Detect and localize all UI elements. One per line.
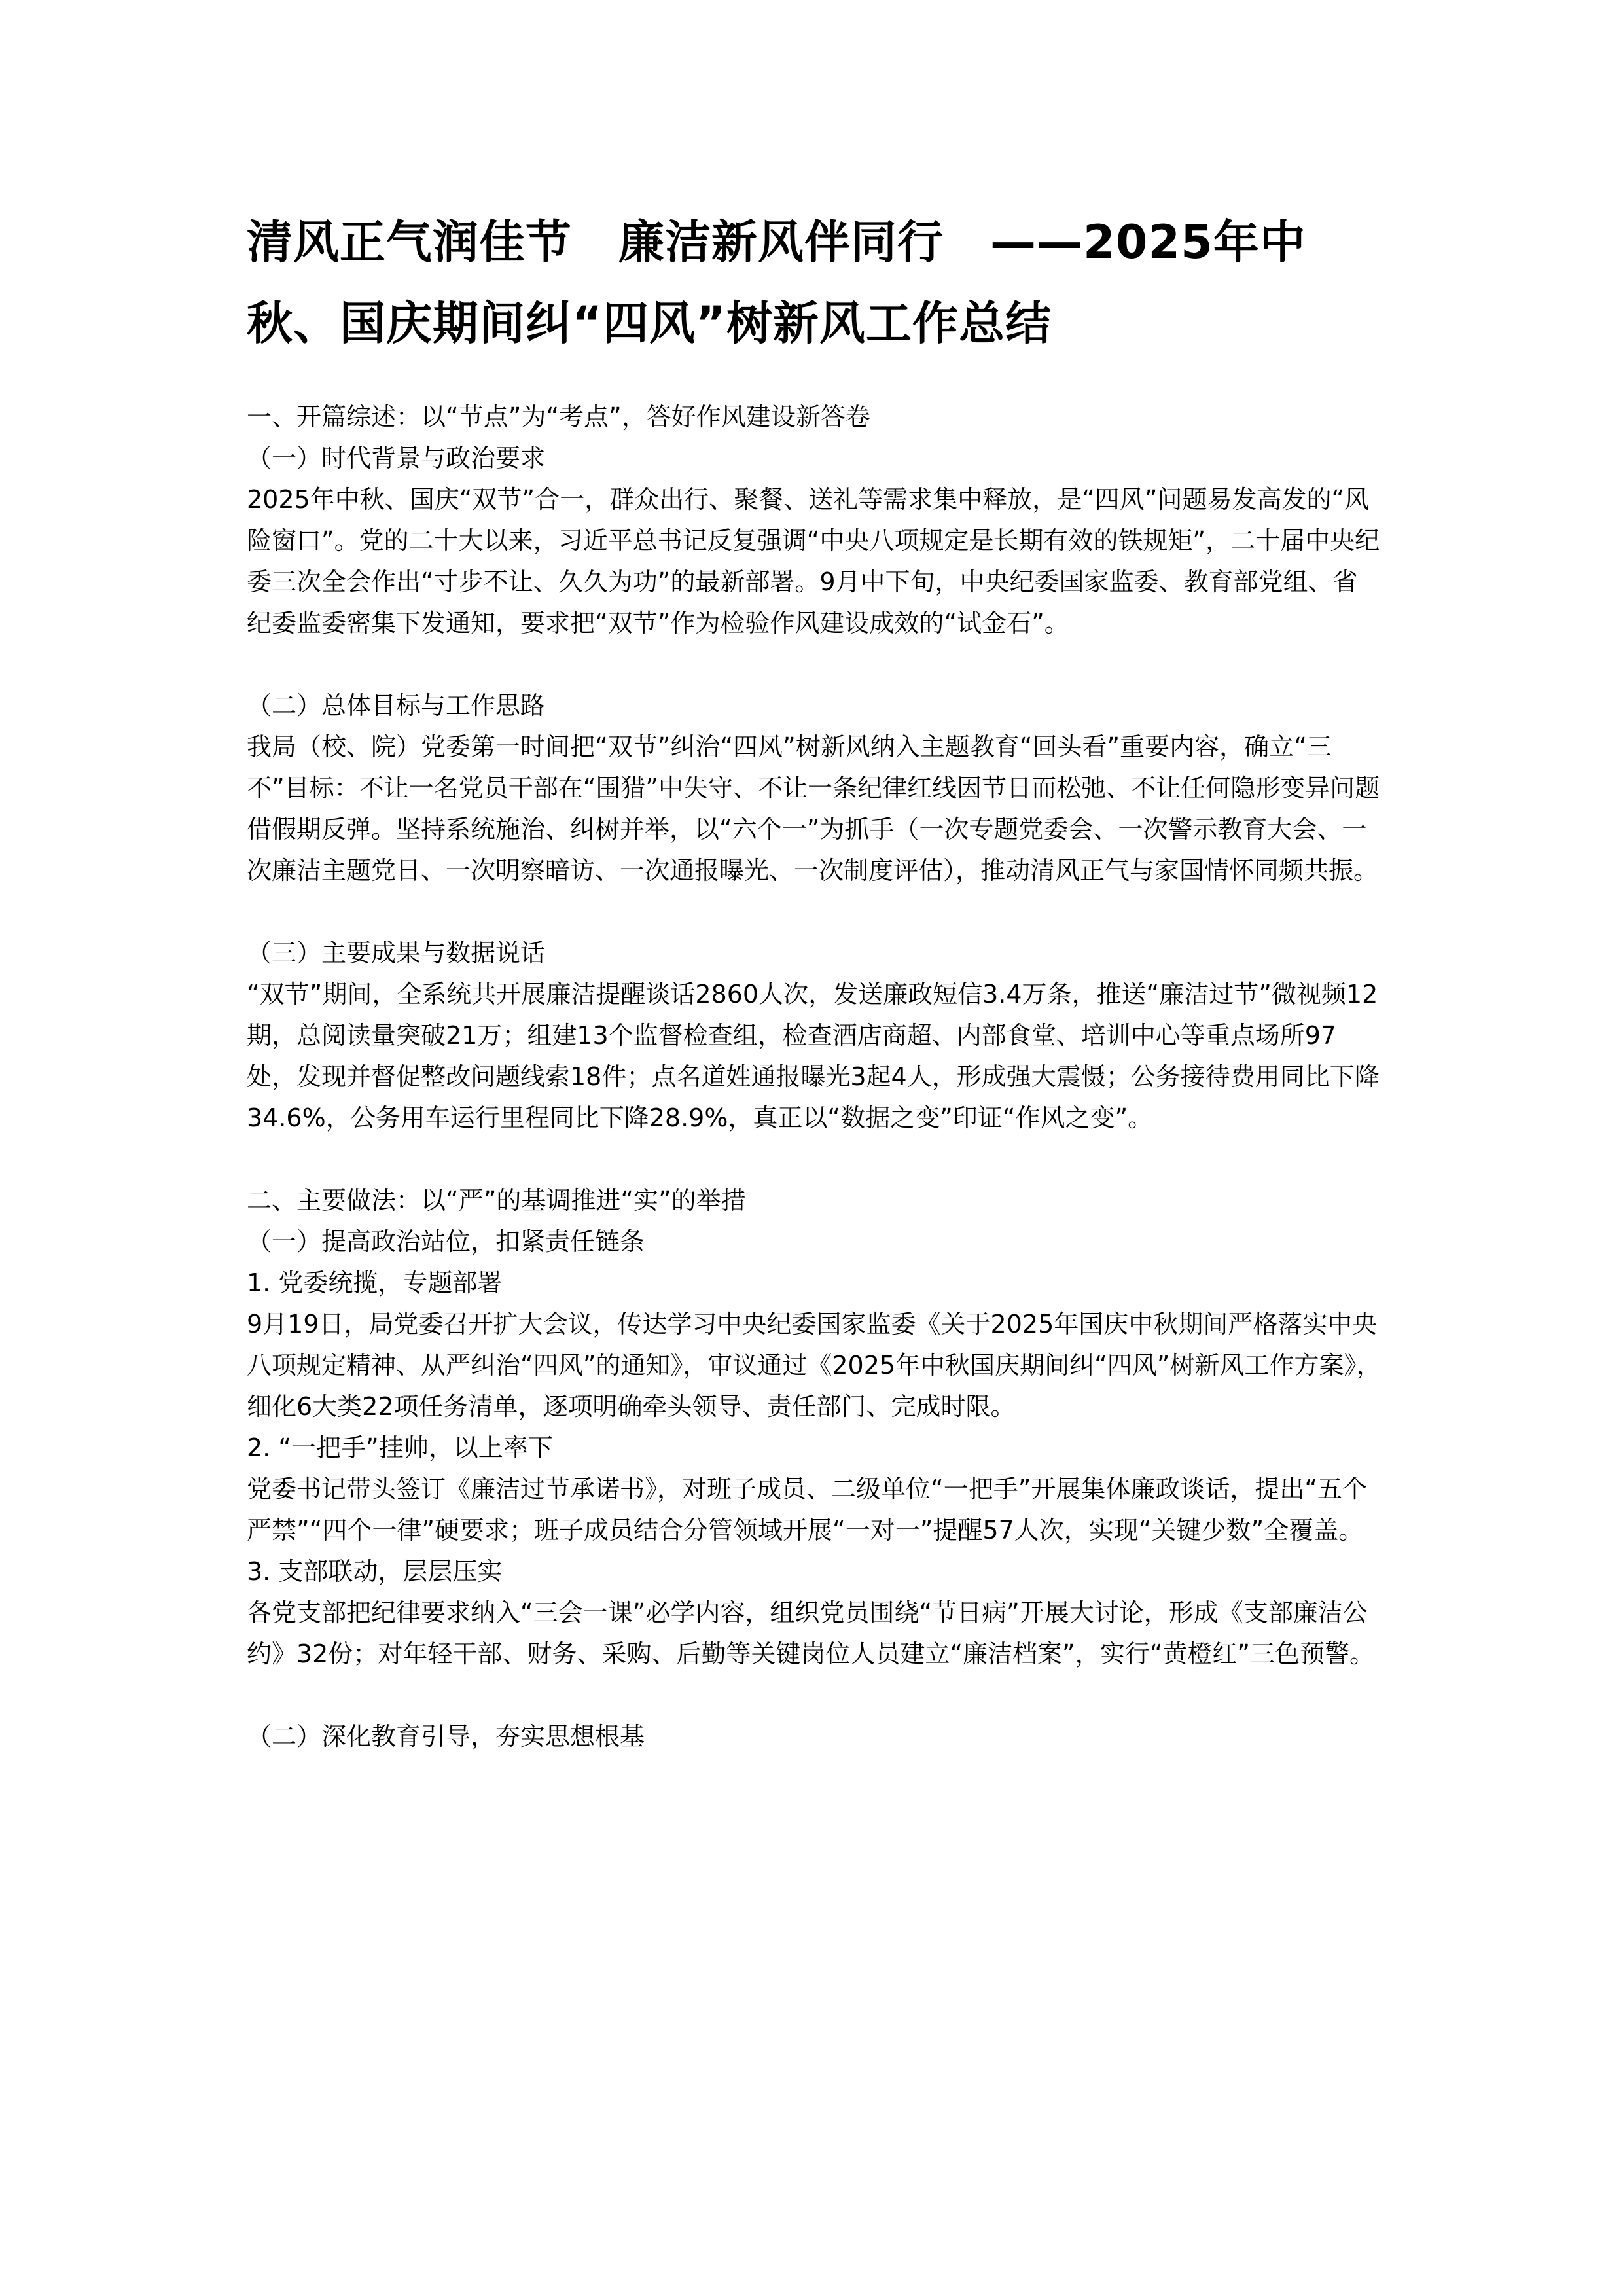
paragraph-gap xyxy=(247,644,1382,685)
section-1-2-heading: （二）总体目标与工作思路 xyxy=(247,691,546,720)
item-2-heading: 2. “一把手”挂帅，以上率下 xyxy=(247,1433,553,1462)
item-2-body: 党委书记带头签订《廉洁过节承诺书》，对班子成员、二级单位“一把手”开展集体廉政谈话，提出“五个严禁”“四个一律”硬要求；班子成员结合分管领域开展“一对一”提醒57人次，实现“关键少数”全覆盖。 xyxy=(247,1475,1368,1545)
paragraph-gap xyxy=(247,1675,1382,1716)
section-1-2-body: 我局（校、院）党委第一时间把“双节”纠治“四风”树新风纳入主题教育“回头看”重要内容，确立“三不”目标：不让一名党员干部在“围猎”中失守、不让一条纪律红线因节日而松弛、不让任何隐形变异问题借假期反弹。坚持系统施治、纠树并举，以“六个一”为抓手（一次专题党委会、一次警示教育大会、一次廉洁主题党日、一次明察暗访、一次通报曝光、一次制度评估），推动清风正气与家国情怀同频共振。 xyxy=(247,732,1380,885)
section-1-3-body: “双节”期间，全系统共开展廉洁提醒谈话2860人次，发送廉政短信3.4万条，推送“廉洁过节”微视频12期，总阅读量突破21万；组建13个监督检查组，检查酒店商超、内部食堂、培训中心等重点场所97处，发现并督促整改问题线索18件；点名道姓通报曝光3起4人，形成强大震慑；公务接待费用同比下降34.6%，公务用车运行里程同比下降28.9%，真正以“数据之变”印证“作风之变”。 xyxy=(247,980,1380,1132)
document-content xyxy=(247,202,1382,1757)
section-2-2-heading: （二）深化教育引导，夯实思想根基 xyxy=(247,1722,645,1751)
document-title: 清风正气润佳节 廉洁新风伴同行 ——2025年中秋、国庆期间纠“四风”树新风工作总结 xyxy=(247,215,1306,350)
section-1-heading: 一、开篇综述：以“节点”为“考点”，答好作风建设新答卷 xyxy=(247,403,870,431)
item-1-body: 9月19日，局党委召开扩大会议，传达学习中央纪委国家监委《关于2025年国庆中秋期间严格落实中央八项规定精神、从严纠治“四风”的通知》，审议通过《2025年中秋国庆期间纠“四风”树新风工作方案》，细化6大类22项任务清单，逐项明确牵头领导、责任部门、完成时限。 xyxy=(247,1310,1382,1421)
item-3-heading: 3. 支部联动，层层压实 xyxy=(247,1557,503,1586)
section-2-heading: 二、主要做法：以“严”的基调推进“实”的举措 xyxy=(247,1186,746,1215)
item-1-heading: 1. 党委统揽，专题部署 xyxy=(247,1268,503,1297)
paragraph-gap xyxy=(247,1139,1382,1180)
section-1-1-body: 2025年中秋、国庆“双节”合一，群众出行、聚餐、送礼等需求集中释放，是“四风”问题易发高发的“风险窗口”。党的二十大以来，习近平总书记反复强调“中央八项规定是长期有效的铁规矩”，二十届中央纪委三次全会作出“寸步不让、久久为功”的最新部署。9月中下旬，中央纪委国家监委、教育部党组、省纪委监委密集下发通知，要求把“双节”作为检验作风建设成效的“试金石”。 xyxy=(247,485,1380,637)
section-1-1-heading: （一）时代背景与政治要求 xyxy=(247,444,546,473)
section-1-3-heading: （三）主要成果与数据说话 xyxy=(247,939,546,967)
item-3-body: 各党支部把纪律要求纳入“三会一课”必学内容，组织党员围绕“节日病”开展大讨论，形成《支部廉洁公约》32份；对年轻干部、财务、采购、后勤等关键岗位人员建立“廉洁档案”，实行“黄橙红”三色预警。 xyxy=(247,1598,1375,1668)
section-2-1-heading: （一）提高政治站位，扣紧责任链条 xyxy=(247,1227,645,1256)
paragraph-gap xyxy=(247,891,1382,933)
